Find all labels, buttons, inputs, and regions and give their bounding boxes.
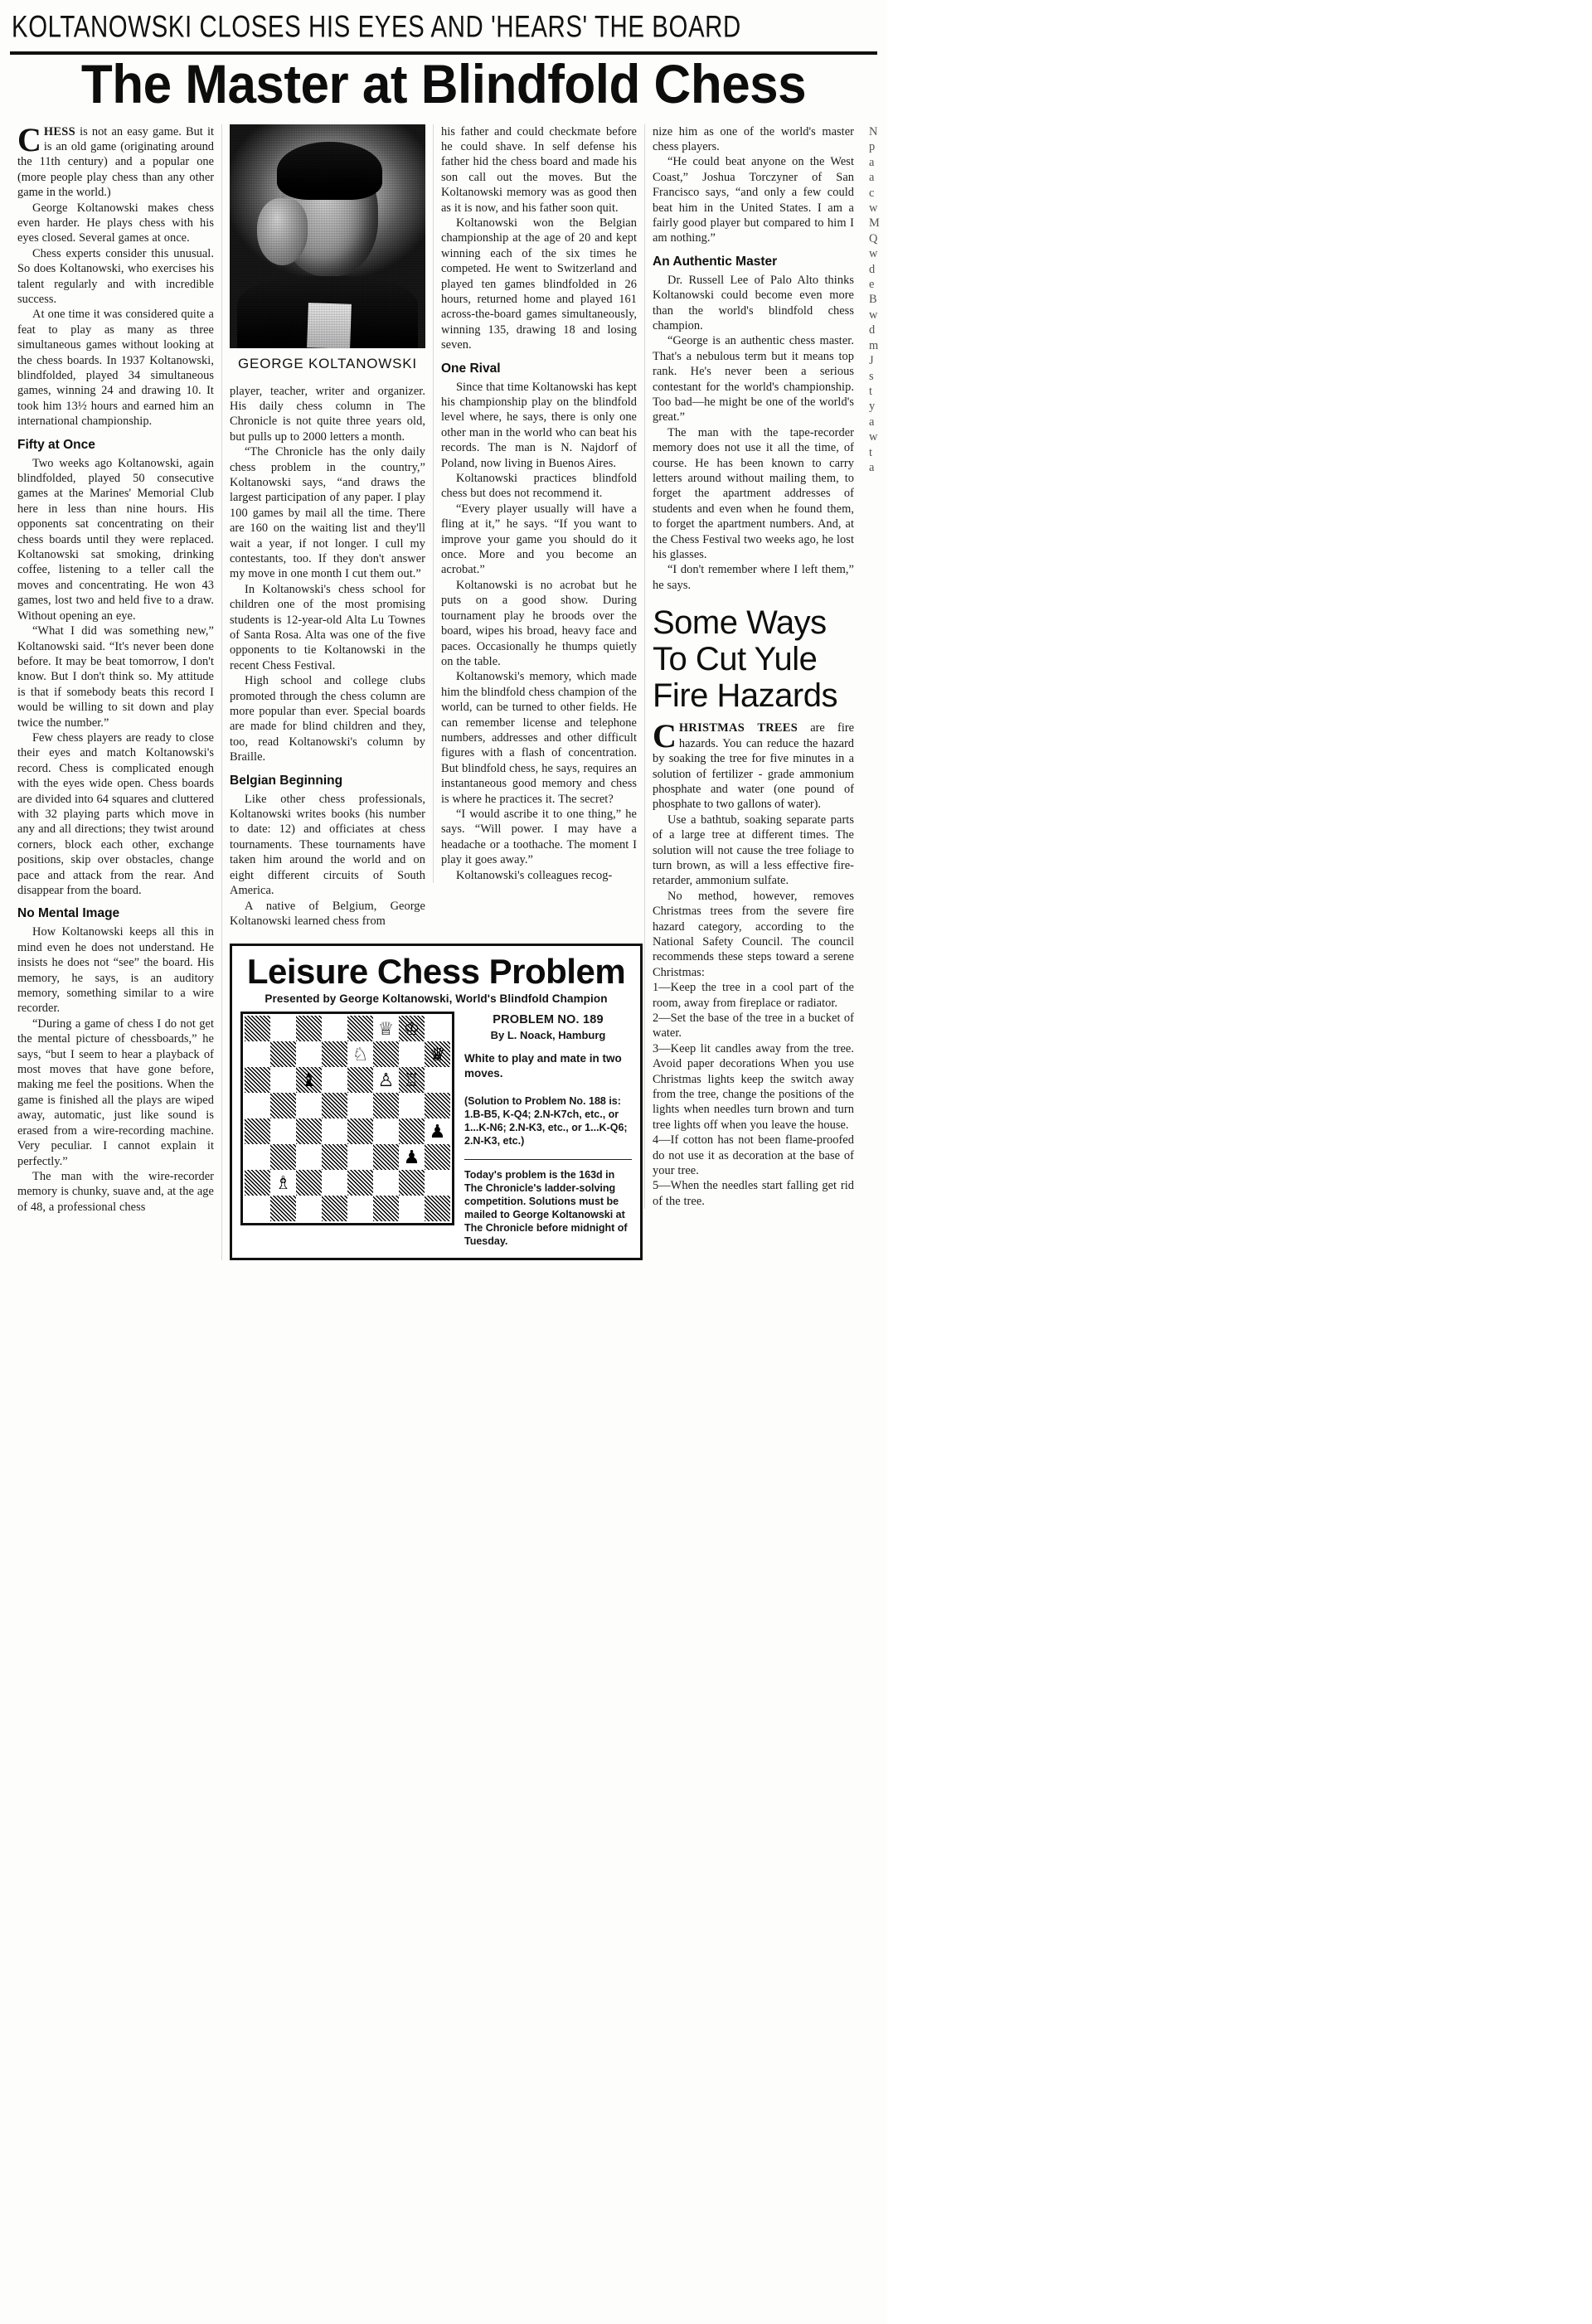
chessboard-square: ♙ [373,1067,399,1093]
chessboard-square [425,1196,450,1221]
chessboard-square [373,1196,399,1221]
chessboard-square [425,1170,450,1196]
chessboard-square: ♛ [425,1041,450,1067]
chessboard-square [296,1041,322,1067]
problem-number: PROBLEM NO. 189 [493,1013,604,1027]
chessboard-square: ♟ [425,1118,450,1144]
chessboard-square [296,1016,322,1041]
paragraph: “Every player usually will have a fling at it,” he says. “If you want to improve your game you should do it once. More and you become an acrobat.” [441,502,637,577]
problem-note: Today's problem is the 163d in The Chronicle's ladder-solving competition. Solutions must be mailed to George Koltanowski at The Chronicle before midnight of Tuesday. [464,1169,628,1248]
chessboard-square [347,1144,373,1170]
subhead-fifty-at-once: Fifty at Once [17,437,95,452]
page-title: The Master at Blindfold Chess [80,54,807,115]
sliver-line: s [869,369,874,383]
chessboard-row [245,1067,450,1093]
chessboard-square [373,1093,399,1118]
chessboard-square [399,1118,425,1144]
yule-headline: Some Ways To Cut Yule Fire Hazards [653,604,837,715]
paragraph: Use a bathtub, soaking separate parts of a large tree at different times. The solution will not cause the tree foliage to turn brown, as will a less effective fire-retarder, ammonium sulfate. [653,813,854,888]
paragraph: George Koltanowski makes chess even harder. He plays chess with his eyes closed. Several games at once. [17,201,214,245]
paragraph: “I would ascribe it to one thing,” he says. “Will power. I may have a headache or a toothache. The moment I play it goes away.” [441,807,637,867]
chessboard-square [399,1196,425,1221]
sliver-line: a [869,460,875,474]
chessboard-square [322,1016,347,1041]
masthead [0,55,887,113]
chessboard-square [296,1196,322,1221]
chessboard-square [245,1067,270,1093]
chessboard-row [245,1093,450,1118]
sliver-line: B [869,293,877,307]
sliver-line: d [869,323,876,337]
paragraph: Chess experts consider this unusual. So does Koltanowski, who exercises his talent regularly and with incredible success. [17,246,214,306]
paragraph: High school and college clubs promoted through the chess column are more popular than ever. Special boards are made for blind children and they, too, read Koltanowski's column by Braille. [230,674,425,764]
sliver-line: p [869,140,876,154]
paragraph: Koltanowski is no acrobat but he puts on a good show. During tournament play he broods over the board, wipes his broad, heavy face and paces. Occasionally he thumps quietly on the table. [441,578,637,668]
chessboard-square: ♝ [296,1067,322,1093]
chess-problem-subtitle: Presented by George Koltanowski, World's Blindfold Champion [265,992,608,1006]
yule-step-1: 1—Keep the tree in a cool part of the room, away from fireplace or radiator. [653,981,854,1010]
chessboard-square [245,1118,270,1144]
portrait-photo [230,124,425,348]
chessboard-square [270,1118,296,1144]
subhead-one-rival: One Rival [441,361,501,376]
chessboard-square [347,1170,373,1196]
chessboard-square [347,1196,373,1221]
paragraph: Few chess players are ready to close their eyes and match Koltanowski's record. Chess is complicated enough with the eyes wide open. Chess boards are divided into 64 squares and cluttered with 32 playing parts which move in any and all directions; they twist around corners, block each other, exchange positions, skip over obstacles, change pace and attack from the rear. And disappear from the board. [17,730,214,897]
chessboard-square [245,1144,270,1170]
chessboard-square [322,1196,347,1221]
chessboard-square: ♘ [347,1041,373,1067]
chessboard-square: ♕ [373,1016,399,1041]
sliver-line: t [869,445,872,459]
subhead-belgian-beginning: Belgian Beginning [230,773,343,788]
subhead-no-mental-image: No Mental Image [17,906,120,921]
paragraph: At one time it was considered quite a feat to play as many as three simultaneous games without looking at the chess boards. In 1937 Koltanowski, blindfolded, played 34 simultaneous games, winning 24 and drawing 10. It took him 13½ hours and earned him an international championship. [17,308,214,429]
chessboard-square [322,1118,347,1144]
paragraph: “I don't remember where I left them,” he says. [653,563,854,592]
chessboard-row [245,1196,450,1221]
divider [464,1159,632,1160]
chessboard-square [245,1093,270,1118]
chessboard-row [245,1041,450,1067]
paragraph: nize him as one of the world's master chess players. [653,124,854,153]
chessboard-square [296,1170,322,1196]
chessboard-square [270,1144,296,1170]
sliver-line: c [869,186,875,200]
sliver-line: Q [869,231,878,245]
paragraph: Koltanowski practices blindfold chess but does not recommend it. [441,472,637,501]
chessboard-square [245,1196,270,1221]
sliver-line: e [869,278,875,292]
yule-drop-cap: C [653,717,677,755]
column-5-sliver [869,124,887,475]
paragraph: Since that time Koltanowski has kept his championship play on the blindfold level where, he says, there is only one other man in the world who can beat his records. The man is N. Najdorf of Poland, now living in Buenos Aires. [441,380,637,470]
chess-problem-grid [240,1012,632,1248]
problem-author: By L. Noack, Hamburg [490,1029,606,1042]
yule-lead-text: are fire hazards. You can reduce the hazard by soaking the tree for five minutes in a solution of fertilizer - grade ammonium phosphate and water (one pound of phosphate to two gallons of water). [653,721,854,812]
sliver-line: y [869,400,876,414]
problem-solution: (Solution to Problem No. 188 is: 1.B-B5, K-Q4; 2.N-K7ch, etc., or 1...K-N6; 2.N-K3, etc., or 1...K-Q6; 2.N-K3, etc.) [464,1095,628,1147]
sliver-line: d [869,262,876,276]
chessboard-wrap [240,1012,454,1225]
paragraph: Koltanowski's memory, which made him the blindfold chess champion of the world, can be turned to other fields. He can remember license and telephone numbers, addresses and other difficult figures with a flash of concentration. But blindfold chess, he says, requires an instantaneous good memory and chess is where he practices it. The secret? [441,670,637,806]
chessboard-square [399,1093,425,1118]
sliver-line: w [869,247,878,261]
chessboard-square [245,1016,270,1041]
sliver-line: a [869,155,875,169]
paragraph: “During a game of chess I do not get the mental picture of chessboards,” he says, “but I seem to hear a playback of most moves that have gone before, making me feel the positions. When the game is finished all the plays are wiped away, automatic, just like sound is erased from a wire-recording machine. Very peculiar. I cannot explain it perfectly.” [17,1016,214,1168]
chessboard-square [245,1170,270,1196]
sliver-line: M [869,216,880,230]
yule-step-4: 4—If cotton has not been flame-proofed do not use it as decoration at the base of your tree. [653,1133,854,1178]
paragraph: his father and could checkmate before he could shave. In self defense his father hid the chess board and made his son call out the moves. But the Koltanowski memory was as good then as it is now, and his father soon quit. [441,124,637,215]
subhead-an-authentic-master: An Authentic Master [653,254,778,269]
paragraph: Koltanowski won the Belgian championship at the age of 20 and kept winning each of the six times he competed. He went to Switzerland and played ten games blindfolded in 26 hours, returned home and played 161 across-the-board games simultaneously, winning 135, drawing 18 and losing seven. [441,216,637,352]
column-3 [433,124,644,884]
paragraph: A native of Belgium, George Koltanowski learned chess from [230,899,425,928]
sliver-line: J [869,354,874,368]
chessboard-square: ♔ [399,1016,425,1041]
photo-block [230,124,425,379]
chessboard-square [270,1016,296,1041]
paragraph: “What I did was something new,” Koltanowski said. “It's never been done before. It may be beat tomorrow, I don't know. But I don't think so. My attitude is that if somebody beats this record I would be willing to sit down and play twice the number.” [17,624,214,730]
problem-task: White to play and mate in two moves. [464,1052,622,1080]
lead-text: is not an easy game. But it is an old game (originating around the 11th century) and a popular one (more people play chess than any other game in the world.) [17,124,214,200]
yule-lead-paragraph [653,717,854,812]
sliver-line: N [869,125,878,138]
chessboard-square [399,1041,425,1067]
paragraph: The man with the tape-recorder memory does not use it all the time, of course. He has been known to carry letters around without mailing them, to forget the apartment addresses of students and even when he found them, to forget the apartment numbers. And, at the Chess Festival two weeks ago, he lost his glasses. [653,425,854,562]
chessboard-square [399,1170,425,1196]
sliver-line: w [869,201,878,216]
paragraph: player, teacher, writer and organizer. His daily chess column in The Chronicle is not quite three years old, but pulls up to 2000 letters a month. [230,384,425,444]
chessboard-square [347,1067,373,1093]
column-4 [644,124,862,1210]
chessboard-square: ♟ [399,1144,425,1170]
paragraph: Koltanowski's colleagues recog- [456,868,613,882]
chessboard-square [373,1144,399,1170]
lead-paragraph [17,120,214,201]
chessboard-row [245,1016,450,1041]
drop-cap: C [17,120,41,158]
chessboard-row [245,1144,450,1170]
chessboard-row [245,1170,450,1196]
sliver-line: t [869,384,872,398]
chessboard-square [347,1093,373,1118]
yule-step-2: 2—Set the base of the tree in a bucket of water. [653,1012,854,1041]
column-grid [0,113,887,1261]
chessboard-square [373,1041,399,1067]
kicker-line: KOLTANOWSKI CLOSES HIS EYES AND 'HEARS' THE BOARD [12,10,741,45]
sliver-line: w [869,308,878,322]
paragraph: Dr. Russell Lee of Palo Alto thinks Koltanowski could become even more than the world's blindfold chess champion. [653,273,854,332]
chessboard-square [425,1144,450,1170]
yule-step-3: 3—Keep lit candles away from the tree. Avoid paper decorations When you use Christmas lights keep the switch away from the tree, change the positions of the lights when needles turn brown and turn tree lights off when you leave the house. [653,1041,854,1132]
chessboard-square [296,1093,322,1118]
chessboard-square [245,1041,270,1067]
paragraph: Like other chess professionals, Koltanowski writes books (his number to date: 12) and officiates at chess tournaments. These tournaments have taken him around the world and on eight different circuits of South America. [230,792,425,898]
paragraph: Two weeks ago Koltanowski, again blindfolded, played 50 consecutive games at the Marines' Memorial Club here in less than nine hours. His opponents sat concentrating on their chess boards until they were replaced. Koltanowski sat smoking, drinking coffee, listening to a teller call the moves and concentrating. He won 43 games, lost two and held five to a draw. Without opening an eye. [17,456,214,623]
paragraph: How Koltanowski keeps all this in mind even he does not understand. He insists he does not “see” the board. His memory, he says, is an auditory memory, something similar to a wire recorder. [17,925,214,1016]
sliver-line: w [869,430,878,444]
chessboard-square [425,1067,450,1093]
chessboard-square [270,1196,296,1221]
chessboard-square [425,1093,450,1118]
chessboard-square [322,1144,347,1170]
chessboard-square [322,1041,347,1067]
photo-caption: GEORGE KOLTANOWSKI [238,355,417,371]
chessboard-square [322,1170,347,1196]
chessboard-square: ♗ [270,1170,296,1196]
paragraph: No method, however, removes Christmas trees from the severe fire hazard category, according to the National Safety Council. The council recommends these steps toward a serene Christmas: [653,889,854,979]
chess-problem-text [464,1012,632,1248]
leisure-chess-problem-box [230,944,643,1260]
chessboard-square: ♖ [399,1067,425,1093]
sliver-line: m [869,338,879,352]
paragraph: “The Chronicle has the only daily chess problem in the country,” Koltanowski says, “and draws the largest participation of any paper. I play 100 games by mail all the time. There are 160 on the waiting list and they'll wait a year, if not longer. I cull my contestants, too. If they don't answer my move in one month I cut them out.” [230,445,425,581]
chessboard-square [373,1118,399,1144]
column-1 [10,120,221,1215]
chessboard-square [322,1067,347,1093]
halftone-overlay [230,124,425,348]
sliver-line: a [869,171,875,185]
chessboard-square [296,1144,322,1170]
paragraph: “He could beat anyone on the West Coast,” Joshua Torczyner of San Francisco says, “and only a few could beat him in the United States. I am a fairly good player but compared to him I am nothing.” [653,155,854,245]
chessboard-square [270,1041,296,1067]
chessboard [245,1016,450,1221]
kicker-wrap [0,0,887,45]
chessboard-square [270,1093,296,1118]
paragraph: In Koltanowski's chess school for children one of the most promising students is 12-year-old Alta Lu Townes of Santa Rosa. Alta was one of the five opponents to tie Koltanowski in the recent Chess Festival. [230,582,425,672]
sliver-line: a [869,415,875,429]
chessboard-square [347,1016,373,1041]
chessboard-square [296,1118,322,1144]
yule-lead-smallcaps: HRISTMAS TREES [678,721,798,735]
chessboard-square [425,1016,450,1041]
chessboard-square [322,1093,347,1118]
lead-smallcaps: HESS [43,124,75,138]
chessboard-square [347,1118,373,1144]
chessboard-square [270,1067,296,1093]
chess-problem-title: Leisure Chess Problem [246,952,626,992]
yule-step-5: 5—When the needles start falling get rid of the tree. [653,1179,854,1208]
chessboard-row [245,1118,450,1144]
chessboard-square [373,1170,399,1196]
paragraph: The man with the wire-recorder memory is chunky, suave and, at the age of 48, a professional chess [17,1169,214,1214]
paragraph: “George is an authentic chess master. That's a nebulous term but it means top rank. He's never been a serious contestant for the world's championship. Too bad—he might be one of the world's great.” [653,334,854,425]
